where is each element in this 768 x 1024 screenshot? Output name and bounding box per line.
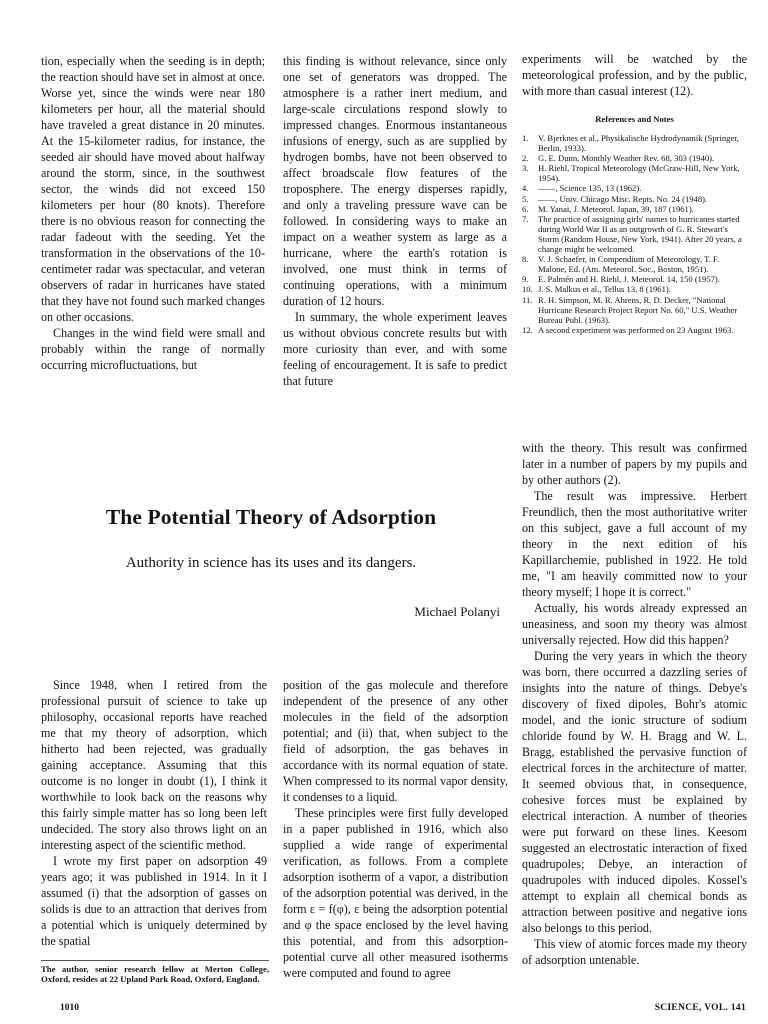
reference-item — [522, 133, 747, 153]
reference-item — [522, 284, 747, 294]
reference-item — [522, 295, 747, 325]
reference-item — [522, 163, 747, 183]
article-header — [41, 505, 501, 572]
reference-item — [522, 274, 747, 284]
reference-text: The practice of assigning girls' names to hurricanes started during World War II as an outgrowth of G. R. Stewart's Storm (Random House, New York, 1941). After 20 years, a change might be welcomed. — [538, 213, 742, 255]
paragraph: Actually, his words already expressed an uneasiness, and soon my theory was almost universally rejected. How did this happen? — [522, 601, 747, 647]
reference-number: 5. — [522, 193, 529, 204]
reference-item — [522, 214, 747, 254]
paragraph: Changes in the wind field were small and probably within the range of normally occurring microfluctuations, but — [41, 326, 265, 372]
reference-text: G. E. Dunn, Monthly Weather Rev. 68, 303 (1940). — [538, 153, 715, 164]
reference-number: 3. — [522, 163, 529, 174]
reference-number: 6. — [522, 203, 529, 214]
reference-text: H. Riehl, Tropical Meteorology (McGraw-Hill, New York, 1954). — [538, 163, 740, 184]
paragraph: In summary, the whole experiment leaves us without obvious concrete results but with more curiosity than ever, and with some feeling of encouragement. It is safe to predict that future — [283, 310, 507, 388]
reference-number: 9. — [522, 274, 529, 285]
article-title: The Potential Theory of Adsorption — [105, 505, 437, 529]
reference-number: 8. — [522, 254, 529, 265]
reference-item — [522, 153, 747, 163]
author-footnote: The author, senior research fellow at Merton College, Oxford, resides at 22 Upland Park Road, Oxford, England. — [41, 960, 269, 984]
paragraph: During the very years in which the theory was born, there occurred a dazzling series of insights into the nature of things. Debye's discovery of fixed dipoles, Bohr's atomic model, and the ionic structure of sodium chloride found by W. H. Bragg and W. L. Bragg, established the pervasive function of electrical forces in the architecture of matter. It seemed obvious that, in consequence, cohesive forces must be explained by electrical interaction. A number of theories were put forward on these lines. Keesom suggested an electrostatic interaction of fixed quadrupoles; Debye, an interaction of quadrupoles with induced dipoles. Kossel's attempt to explain all chemical bonds as attraction between positive and negative ions also belongs to this period. — [522, 649, 747, 935]
paragraph: The result was impressive. Herbert Freundlich, then the most authoritative writer on this subject, gave a full account of my theory in the next edition of his Kapillarchemie, published in 1922. He told me, "I am heavily committed now to your theory myself; I hope it is correct." — [522, 489, 747, 599]
paragraph: with the theory. This result was confirmed later in a number of papers by my pupils and by other authors (2). — [522, 441, 747, 487]
paragraph: this finding is without relevance, since only one set of generators was dropped. The atmosphere is a rather inert medium, and large-scale circulations respond slowly to impressed changes. Enormous instantaneous infusions of energy, such as are supplied by hydrogen bombs, have not been observed to affect broadscale flow features of the troposphere. The energy disperses rapidly, and only a traveling pressure wave can be followed. In considering ways to make an impact on a weather system as large as a hurricane, where the earth's rotation is involved, one must think in terms of continuing operations, with a minimum duration of 12 hours. — [283, 54, 507, 308]
reference-number: 4. — [522, 183, 529, 194]
article-left-column — [41, 677, 267, 949]
paragraph: tion, especially when the seeding is in depth; the reaction should have set in almost at once. Worse yet, since the winds were near 180 kilometers per hour, all the material should have traveled a great distance in 20 minutes. At the 15-kilometer radius, for instance, the seeded air should have moved about halfway around the storm, since, in the southwest sector, the winds did not exceed 150 kilometers per hour (80 knots). Therefore there is no obvious reason for connecting the radar fadeout with the seeding. Yet the transformation in the observations of the 10-centimeter radar was spectacular, and veteran observers of radar in hurricanes have stated that they have not found such marked changes on other occasions. — [41, 54, 266, 324]
article-right-column — [522, 440, 747, 968]
reference-item — [522, 204, 747, 214]
journal-footer: SCIENCE, VOL. 141 — [654, 1003, 746, 1013]
reference-text: E. Palmén and H. Riehl, J. Meteorol. 14, 150 (1957). — [538, 274, 720, 285]
reference-number: 7. — [522, 213, 529, 224]
reference-text: V. Bjerknes et al., Physikalische Hydrodynamik (Springer, Berlin, 1933). — [538, 133, 739, 154]
reference-item — [522, 183, 747, 193]
reference-item — [522, 254, 747, 274]
prev-article-middle-column — [283, 53, 507, 389]
reference-text: V. J. Schaefer, in Compendium of Meteorology, T. F. Malone, Ed. (Am. Meteorol. Soc., Boston, 1951). — [538, 254, 720, 275]
reference-number: 10. — [522, 284, 533, 295]
references-list — [522, 133, 747, 335]
paragraph: These principles were first fully developed in a paper published in 1916, which also supplied a wide range of experimental verification, as follows. From a complete adsorption isotherm of a vapor, a distribution of the adsorption potential was derived, in the form ε = f(φ), ε being the adsorption potential and φ the space enclosed by the level having this potential, and from this adsorption-potential curve all other measured isotherms were computed and found to agree — [283, 806, 508, 980]
prev-article-left-column — [41, 53, 265, 373]
paragraph: experiments will be watched by the meteorological profession, and by the public, with more than casual interest (12). — [522, 52, 747, 98]
reference-text: ——, Science 135, 13 (1962). — [538, 183, 642, 194]
reference-text: R. H. Simpson, M. R. Ahrens, R. D. Decker, "National Hurricane Research Project Report No. 60," U.S. Weather Bureau Publ. (1963). — [538, 294, 738, 325]
reference-text: ——, Univ. Chicago Misc. Repts. No. 24 (1948). — [538, 193, 708, 204]
reference-number: 2. — [522, 153, 529, 164]
reference-item — [522, 325, 747, 335]
paragraph: This view of atomic forces made my theory of adsorption untenable. — [522, 937, 747, 967]
paragraph: Since 1948, when I retired from the professional pursuit of science to take up philosophy, occasional reports have reached me that my theory of adsorption, which hitherto had been rejected, was gradually gaining acceptance. Assuming that this outcome is no longer in doubt (1), I think it worthwhile to look back on the reasons why this fairly simple matter has so long been left undecided. The story also throws light on an interesting aspect of the scientific method. — [41, 678, 267, 852]
paragraph: I wrote my first paper on adsorption 49 years ago; it was published in 1914. In it I assumed (i) that the adsorption of gasses on solids is due to an attraction that derives from a potential which is uniquely determined by the spatial — [41, 854, 267, 948]
reference-text: A second experiment was performed on 23 August 1963. — [538, 324, 734, 335]
paragraph: position of the gas molecule and therefore independent of the presence of any other molecules in the field of the adsorption potential; and (ii) that, when subject to the field of adsorption, the gas behaves in accordance with its normal equation of state. When compressed to its normal vapor density, it condenses to a liquid. — [283, 678, 508, 804]
reference-text: J. S. Malkus et al., Tellus 13, 8 (1961). — [538, 284, 671, 295]
reference-text: M. Yanai, J. Meteorol. Japan, 39, 187 (1961). — [538, 203, 694, 214]
reference-number: 11. — [522, 294, 533, 305]
article-middle-column — [283, 677, 508, 981]
reference-item — [522, 194, 747, 204]
article-author: Michael Polanyi — [414, 604, 500, 619]
prev-article-right-column — [522, 51, 747, 335]
reference-number: 12. — [522, 324, 533, 335]
page-number: 1010 — [60, 1003, 79, 1013]
references-heading: References and Notes — [595, 114, 674, 124]
reference-number: 1. — [522, 133, 529, 143]
article-subtitle: Authority in science has its uses and its dangers. — [125, 555, 417, 571]
